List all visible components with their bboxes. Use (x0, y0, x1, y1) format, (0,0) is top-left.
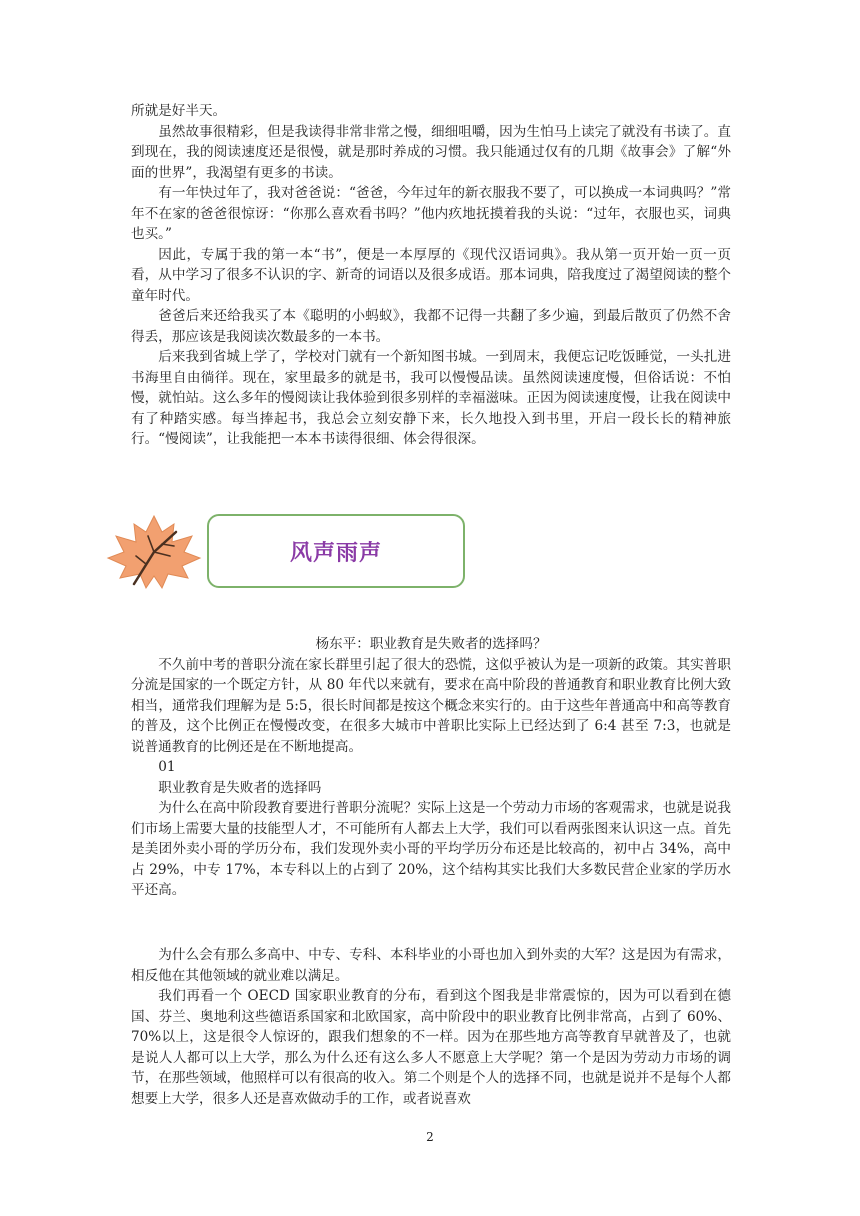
article-continued (131, 945, 731, 1109)
story-section (131, 101, 731, 450)
paragraph: 后来我到省城上学了，学校对门就有一个新知图书城。一到周末，我便忘记吃饭睡觉，一头扎进书海里自由徜徉。现在，家里最多的就是书，我可以慢慢品读。虽然阅读速度慢，但俗话说：不怕慢，就怕站。这么多年的慢阅读让我体验到很多别样的幸福滋味。正因为阅读速度慢，让我在阅读中有了种踏实感。每当捧起书，我总会立刻安静下来，长久地投入到书里，开启一段长长的精神旅行。“慢阅读”，让我能把一本本书读得很细、体会得很深。 (131, 349, 731, 447)
paragraph: 爸爸后来还给我买了本《聪明的小蚂蚁》，我都不记得一共翻了多少遍，到最后散页了仍然不舍得丢，那应该是我阅读次数最多的一本书。 (131, 308, 731, 345)
paragraph: 有一年快过年了，我对爸爸说：“爸爸，今年过年的新衣服我不要了，可以换成一本词典吗？”常年不在家的爸爸很惊讶：“你那么喜欢看书吗？”他内疚地抚摸着我的头说：“过年，衣服也买，词典也买。” (131, 185, 731, 242)
subheading: 职业教育是失败者的选择吗 (158, 779, 322, 796)
paragraph: 不久前中考的普职分流在家长群里引起了很大的恐慌，这似乎被认为是一项新的政策。其实普职分流是国家的一个既定方针，从 80 年代以来就有，要求在高中阶段的普通教育和职业教育比例大致相当，通常我们理解为是 5:5，很长时间都是按这个概念来实行的。由于这些年普通高中和高等教育的普及，这个比例正在慢慢改变，在很多大城市中普职比实际上已经达到了 6:4 甚至 7:3，也就是说普通教育的比例还是在不断地提高。 (131, 656, 731, 755)
paragraph: 虽然故事很精彩，但是我读得非常非常之慢，细细咀嚼，因为生怕马上读完了就没有书读了。直到现在，我的阅读速度还是很慢，就是那时养成的习惯。我只能通过仅有的几期《故事会》了解“外面的世界”，我渴望有更多的书读。 (131, 123, 731, 181)
maple-leaf-icon (104, 512, 204, 596)
section-banner (104, 508, 474, 598)
section-title: 风声雨声 (289, 540, 382, 566)
article-heading: 杨东平：职业教育是失败者的选择吗？ (315, 636, 547, 652)
page-number: 2 (426, 1130, 434, 1144)
section-number: 01 (158, 759, 176, 775)
paragraph: 因此，专属于我的第一本“书”，便是一本厚厚的《现代汉语词典》。我从第一页开始一页一页看，从中学习了很多不认识的字、新奇的词语以及很多成语。那本词典，陪我度过了渴望阅读的整个童年时代。 (131, 246, 731, 304)
section-title-box (207, 514, 465, 588)
article-section (131, 634, 731, 901)
paragraph: 为什么在高中阶段教育要进行普职分流呢？实际上这是一个劳动力市场的客观需求，也就是说我们市场上需要大量的技能型人才，不可能所有人都去上大学，我们可以看两张图来认识这一点。首先是美团外卖小哥的学历分布，我们发现外卖小哥的平均学历分布还是比较高的，初中占 34%，高中占 29%，中专 17%，本专科以上的占到了 20%，这个结构其实比我们大多数民营企业家的学历水平还高。 (131, 800, 731, 898)
paragraph: 为什么会有那么多高中、中专、专科、本科毕业的小哥也加入到外卖的大军？这是因为有需求，相反他在其他领域的就业难以满足。 (131, 947, 731, 984)
paragraph: 我们再看一个 OECD 国家职业教育的分布，看到这个图我是非常震惊的，因为可以看到在德国、芬兰、奥地利这些德语系国家和北欧国家，高中阶段中的职业教育比例非常高，占到了 60%、70%以上，这是很令人惊讶的，跟我们想象的不一样。因为在那些地方高等教育早就普及了，也就是说人人都可以上大学，那么为什么还有这么多人不愿意上大学呢？第一个是因为劳动力市场的调节，在那些领域，他照样可以有很高的收入。第二个则是个人的选择不同，也就是说并不是每个人都想要上大学，很多人还是喜欢做动手的工作，或者说喜欢 (131, 988, 731, 1107)
paragraph: 所就是好半天。 (131, 103, 227, 119)
